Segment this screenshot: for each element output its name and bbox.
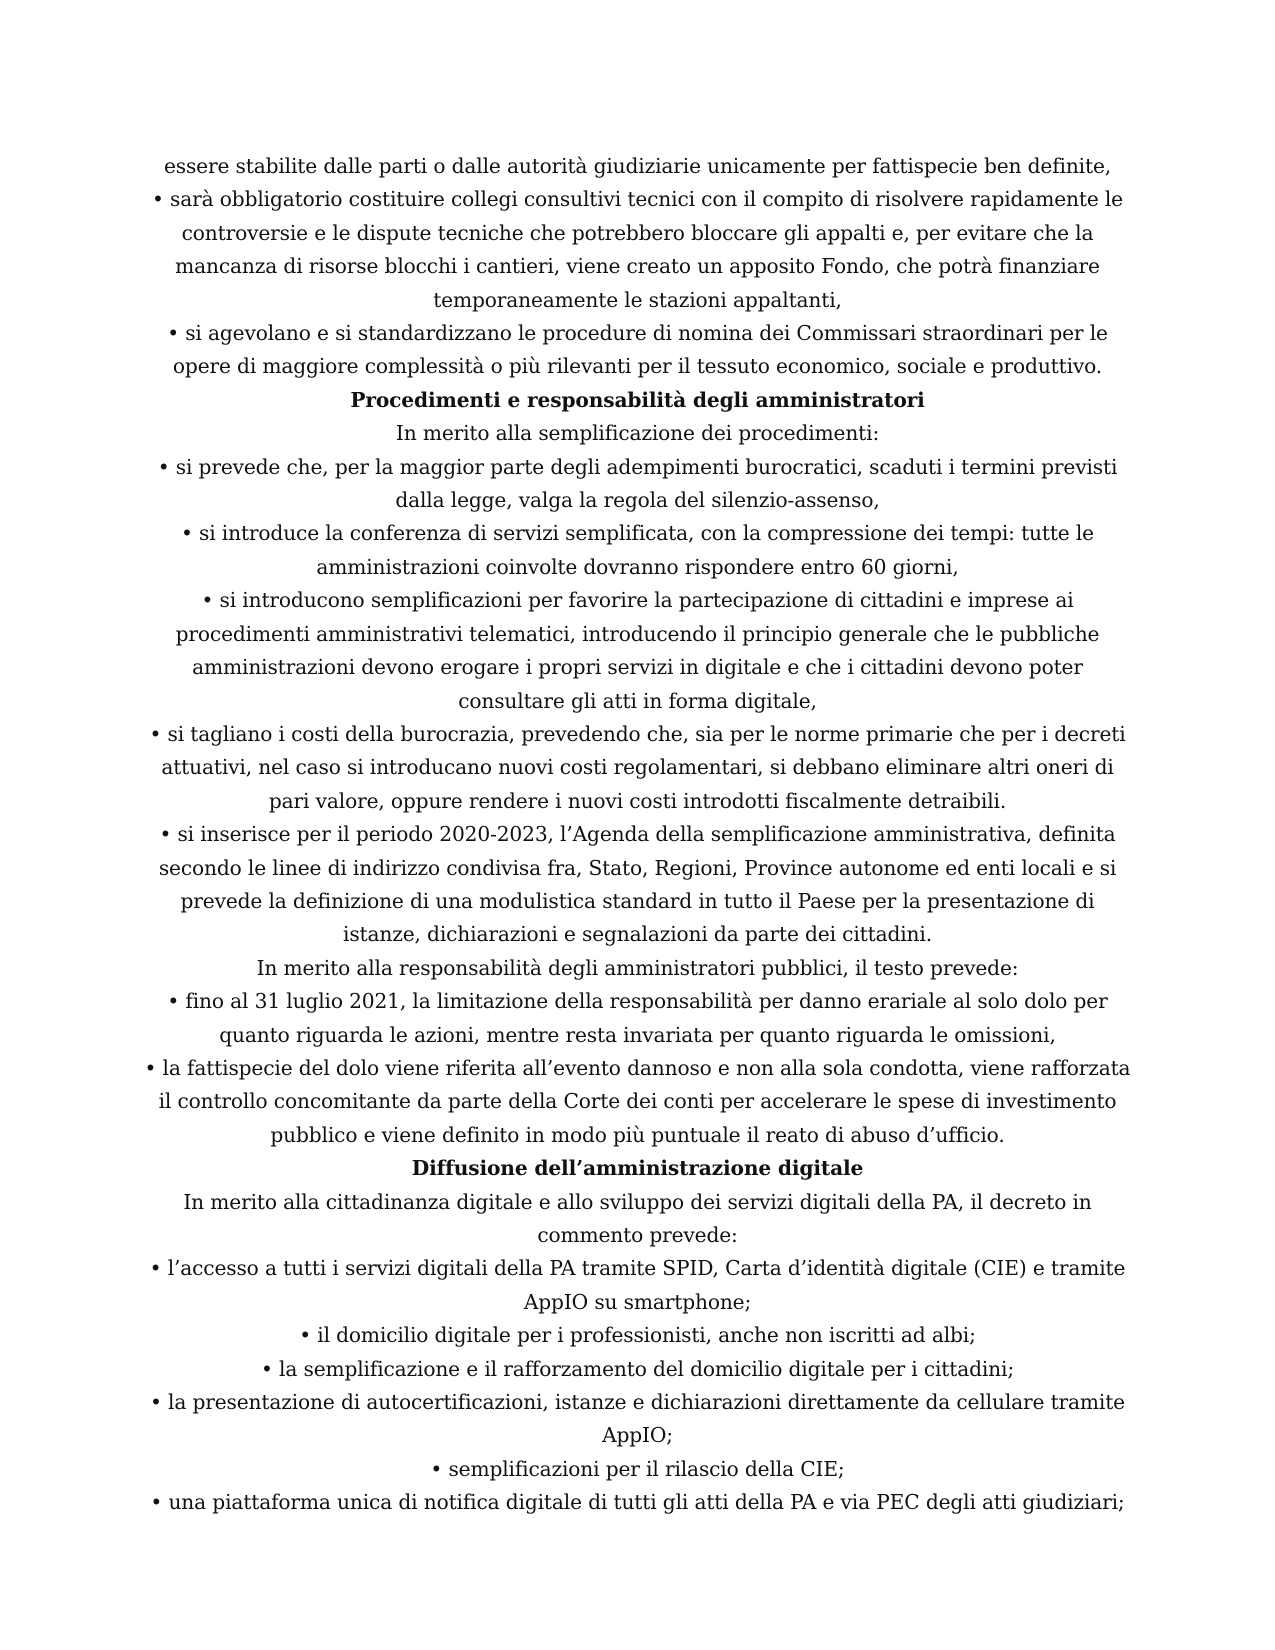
bullet-line: • si introduce la conferenza di servizi semplificata, con la compressione dei tempi: tutte le <box>181 521 1094 546</box>
text-line: opere di maggiore complessità o più rilevanti per il tessuto economico, sociale e produttivo. <box>172 354 1103 379</box>
text-line: dalla legge, valga la regola del silenzio-assenso, <box>395 488 880 513</box>
bullet-line: • si tagliano i costi della burocrazia, prevedendo che, sia per le norme primarie che per i decreti <box>149 721 1126 746</box>
text-line: controversie e le dispute tecniche che potrebbero bloccare gli appalti e, per evitare che la <box>181 220 1094 245</box>
text-line: mancanza di risorse blocchi i cantieri, viene creato un apposito Fondo, che potrà finanziare <box>175 254 1100 279</box>
text-line: In merito alla responsabilità degli amministratori pubblici, il testo prevede: <box>256 955 1019 980</box>
bullet-line: • il domicilio digitale per i professionisti, anche non iscritti ad albi; <box>299 1323 976 1348</box>
text-line: AppIO su smartphone; <box>523 1289 752 1314</box>
text-line: attuativi, nel caso si introducano nuovi costi regolamentari, si debbano eliminare altri oneri di <box>161 755 1114 780</box>
text-line: prevede la definizione di una modulistica standard in tutto il Paese per la presentazione di <box>180 888 1095 913</box>
text-line: consultare gli atti in forma digitale, <box>458 688 817 713</box>
bullet-line: • fino al 31 luglio 2021, la limitazione della responsabilità per danno erariale al solo dolo per <box>167 989 1108 1014</box>
bullet-line: • la presentazione di autocertificazioni, istanze e dichiarazioni direttamente da cellulare tramite <box>150 1390 1125 1415</box>
bullet-line: • la semplificazione e il rafforzamento del domicilio digitale per i cittadini; <box>261 1356 1014 1381</box>
text-line: quanto riguarda le azioni, mentre resta invariata per quanto riguarda le omissioni, <box>219 1022 1056 1047</box>
bullet-line: • si inserisce per il periodo 2020-2023, l’Agenda della semplificazione amministrativa, definita <box>159 822 1116 847</box>
text-line: pubblico e viene definito in modo più puntuale il reato di abuso d’ufficio. <box>270 1122 1005 1147</box>
text-line: In merito alla cittadinanza digitale e allo sviluppo dei servizi digitali della PA, il decreto in <box>183 1189 1092 1214</box>
text-line: essere stabilite dalle parti o dalle autorità giudiziarie unicamente per fattispecie ben definite, <box>163 154 1112 178</box>
bullet-line: • una piattaforma unica di notifica digitale di tutti gli atti della PA e via PEC degli atti giudiziari; <box>150 1490 1125 1515</box>
bullet-line: • semplificazioni per il rilascio della CIE; <box>430 1456 845 1481</box>
bullet-line: • si introducono semplificazioni per favorire la partecipazione di cittadini e imprese ai <box>201 588 1074 613</box>
bullet-line: • si agevolano e si standardizzano le procedure di nomina dei Commissari straordinari per le <box>167 321 1108 346</box>
bullet-line: • la fattispecie del dolo viene riferita all’evento dannoso e non alla sola condotta, viene rafforzata <box>144 1055 1131 1080</box>
text-line: il controllo concomitante da parte della Corte dei conti per accelerare le spese di investimento <box>158 1089 1117 1114</box>
text-line: AppIO; <box>602 1423 673 1448</box>
text-line: secondo le linee di indirizzo condivisa fra, Stato, Regioni, Province autonome ed enti locali e si <box>158 855 1117 880</box>
bullet-line: • si prevede che, per la maggior parte degli adempimenti burocratici, scaduti i termini previsti <box>157 454 1118 479</box>
section-heading: Procedimenti e responsabilità degli amministratori <box>350 387 925 412</box>
bullet-line: • l’accesso a tutti i servizi digitali della PA tramite SPID, Carta d’identità digitale (CIE) e tramite <box>149 1256 1126 1281</box>
text-line: commento prevede: <box>537 1223 738 1247</box>
text-line: pari valore, oppure rendere i nuovi costi introdotti fiscalmente detraibili. <box>268 788 1007 813</box>
text-line: temporaneamente le stazioni appaltanti, <box>433 287 842 312</box>
text-line: istanze, dichiarazioni e segnalazioni da parte dei cittadini. <box>343 922 932 947</box>
bullet-line: • sarà obbligatorio costituire collegi consultivi tecnici con il compito di risolvere rapidamente le <box>152 187 1123 212</box>
text-line: procedimenti amministrativi telematici, introducendo il principio generale che le pubbliche <box>175 621 1100 646</box>
text-line: amministrazioni coinvolte dovranno rispondere entro 60 giorni, <box>316 554 959 579</box>
document-body <box>130 150 1145 1520</box>
section-heading: Diffusione dell’amministrazione digitale <box>411 1156 864 1181</box>
text-line: In merito alla semplificazione dei procedimenti: <box>395 421 880 446</box>
text-line: amministrazioni devono erogare i propri servizi in digitale e che i cittadini devono poter <box>192 655 1083 680</box>
